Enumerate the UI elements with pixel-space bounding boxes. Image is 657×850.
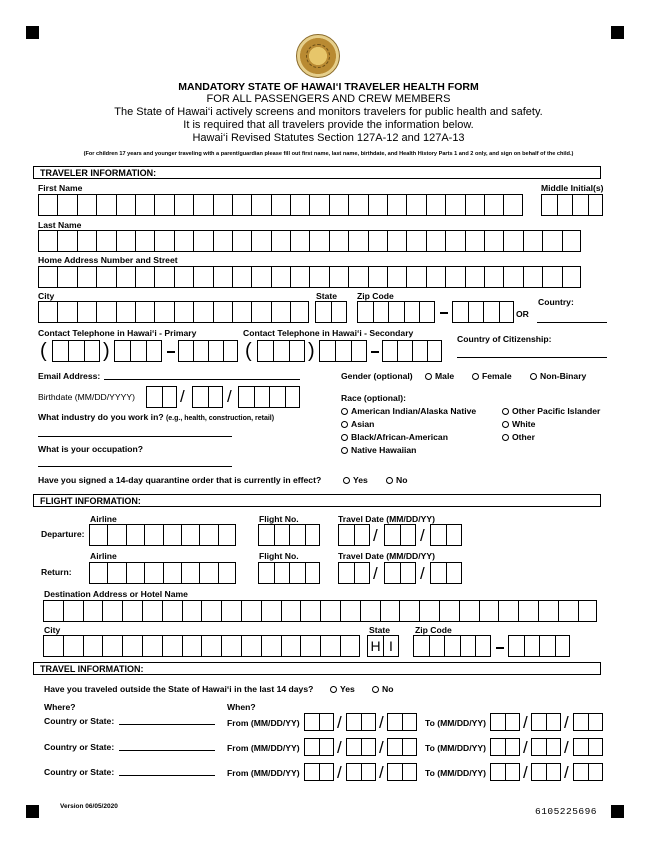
travel-row-2-from-slash-1: / (337, 738, 342, 757)
industry-hint: (e.g., health, construction, retail) (165, 415, 275, 422)
phone-primary-prefix[interactable] (114, 340, 162, 362)
race-option-label: Asian (351, 419, 375, 429)
country-field[interactable] (537, 322, 607, 323)
travel-row-1-to-slash-2: / (564, 713, 569, 732)
return-date-slash-2: / (420, 564, 425, 583)
when-label: When? (227, 702, 256, 712)
birthdate-slash-1: / (180, 387, 185, 406)
phone-primary-open-paren: ( (40, 340, 47, 362)
state-seal-icon (296, 34, 340, 78)
middle-initial-label: Middle Initial(s) (541, 183, 604, 193)
radio-icon (341, 421, 348, 428)
travel-row-3-from-day[interactable] (346, 763, 376, 781)
middle-initial-field[interactable] (541, 194, 603, 216)
last-name-field[interactable] (38, 230, 581, 252)
birthdate-day[interactable] (192, 386, 223, 408)
destination-field[interactable] (43, 600, 597, 622)
form-number: 6105225696 (535, 806, 598, 817)
first-name-field[interactable] (38, 194, 523, 216)
destination-zip-dash (496, 647, 504, 649)
home-address-field[interactable] (38, 266, 581, 288)
header-line-3: Hawai‘i Revised Statutes Section 127A-12 and 127A-13 (192, 132, 465, 144)
travel-row-1-from-slash-2: / (379, 713, 384, 732)
race-option-label: American Indian/Alaska Native (351, 406, 477, 416)
travel-row-3-from-month[interactable] (304, 763, 334, 781)
destination-label: Destination Address or Hotel Name (44, 589, 188, 599)
where-label: Where? (44, 702, 76, 712)
outside-travel-yes[interactable] (330, 684, 355, 694)
radio-icon (502, 408, 509, 415)
form-title: MANDATORY STATE OF HAWAI‘I TRAVELER HEALTH FORM (178, 81, 479, 93)
radio-icon (472, 373, 479, 380)
race-label: Race (optional): (341, 393, 406, 403)
email-label: Email Address: (38, 371, 101, 381)
industry-field[interactable] (38, 436, 232, 437)
travel-row-2-to-label: To (MM/DD/YY) (425, 743, 486, 753)
radio-icon (341, 447, 348, 454)
departure-date-slash-2: / (420, 526, 425, 545)
travel-row-1-country-label: Country or State: (44, 716, 115, 726)
travel-row-3-to-month[interactable] (490, 763, 520, 781)
header-line-2: It is required that all travelers provide the information below. (183, 119, 474, 131)
phone-secondary-label: Contact Telephone in Hawai‘i - Secondary (243, 328, 414, 338)
departure-flight-no-label: Flight No. (259, 514, 299, 524)
version-label: Version 06/05/2020 (60, 803, 118, 810)
state-field[interactable] (315, 301, 347, 323)
travel-row-2-to-year[interactable] (573, 738, 603, 756)
return-flight-no-field[interactable] (258, 562, 320, 584)
gender-option-label: Non-Binary (540, 371, 587, 381)
registration-mark-bottom-left (26, 805, 39, 818)
destination-zip-field[interactable] (413, 635, 491, 657)
race-option-asian[interactable] (341, 419, 374, 429)
return-label: Return: (41, 567, 72, 577)
travel-row-1-to-slash-1: / (523, 713, 528, 732)
phone-secondary-area-code[interactable] (257, 340, 305, 362)
radio-icon (341, 434, 348, 441)
radio-label: Yes (340, 684, 355, 694)
phone-primary-line[interactable] (178, 340, 238, 362)
zip-field[interactable] (357, 301, 435, 323)
travel-row-1-to-month[interactable] (490, 713, 520, 731)
travel-row-1-from-day[interactable] (346, 713, 376, 731)
travel-row-3-country-field[interactable] (119, 775, 215, 776)
gender-option-male[interactable] (425, 371, 454, 381)
race-option-label: Other Pacific Islander (512, 406, 601, 416)
travel-row-3-to-slash-2: / (564, 763, 569, 782)
outside-travel-question: Have you traveled outside the State of Hawai‘i in the last 14 days? (44, 684, 314, 694)
travel-row-2-from-day[interactable] (346, 738, 376, 756)
travel-row-1-to-year[interactable] (573, 713, 603, 731)
last-name-label: Last Name (38, 220, 82, 230)
travel-row-2-country-field[interactable] (119, 750, 215, 751)
race-option-other[interactable] (502, 432, 535, 442)
state-label: State (316, 291, 338, 301)
departure-date-day[interactable] (384, 524, 416, 546)
race-option-native-hawaiian[interactable] (341, 445, 416, 455)
occupation-label: What is your occupation? (38, 444, 144, 454)
return-date-slash-1: / (373, 564, 378, 583)
form-subtitle: FOR ALL PASSENGERS AND CREW MEMBERS (206, 93, 451, 105)
registration-mark-top-left (26, 26, 39, 39)
travel-row-2-from-month[interactable] (304, 738, 334, 756)
destination-state-field (367, 635, 399, 657)
first-name-label: First Name (38, 183, 83, 193)
race-option-american-indian[interactable] (341, 406, 476, 416)
departure-date-slash-1: / (373, 526, 378, 545)
citizenship-label: Country of Citizenship: (457, 334, 552, 344)
phone-primary-close-paren: ) (103, 340, 110, 362)
city-field[interactable] (38, 301, 309, 323)
travel-row-2-to-slash-1: / (523, 738, 528, 757)
email-field[interactable] (104, 379, 300, 380)
travel-row-2-to-month[interactable] (490, 738, 520, 756)
destination-city-label: City (44, 625, 61, 635)
header-note: (For children 17 years and younger traveling with a parent/guardian please fill out first name, last name, birthdate, and Health History Parts 1 and 2 only, and sign on behalf of the child.) (83, 151, 574, 157)
section-travel-information: TRAVEL INFORMATION: (33, 662, 601, 675)
phone-secondary-close-paren: ) (308, 340, 315, 362)
header-line-1: The State of Hawai‘i actively screens and monitors travelers for public health and safety. (114, 106, 543, 118)
travel-row-3-from-slash-2: / (379, 763, 384, 782)
radio-icon (425, 373, 432, 380)
departure-date-month[interactable] (338, 524, 370, 546)
quarantine-yes[interactable] (343, 475, 368, 485)
race-option-other-pacific-islander[interactable] (502, 406, 600, 416)
section-flight-information: FLIGHT INFORMATION: (33, 494, 601, 507)
destination-city-field[interactable] (43, 635, 360, 657)
radio-label: Yes (353, 475, 368, 485)
return-date-day[interactable] (384, 562, 416, 584)
race-option-label: Other (512, 432, 535, 442)
radio-icon (386, 477, 393, 484)
travel-row-2-country-label: Country or State: (44, 742, 115, 752)
destination-zip-label: Zip Code (415, 625, 452, 635)
zip-dash (440, 312, 448, 314)
section-traveler-information: TRAVELER INFORMATION: (33, 166, 601, 179)
citizenship-field[interactable] (457, 357, 607, 358)
destination-state-label: State (369, 625, 391, 635)
birthdate-slash-2: / (227, 387, 232, 406)
quarantine-question: Have you signed a 14-day quarantine order that is currently in effect? (38, 475, 322, 485)
registration-mark-bottom-right (611, 805, 624, 818)
industry-question: What industry do you work in? (38, 412, 164, 422)
radio-label: No (396, 475, 408, 485)
radio-icon (530, 373, 537, 380)
gender-option-label: Male (435, 371, 455, 381)
radio-icon (502, 434, 509, 441)
radio-icon (502, 421, 509, 428)
return-airline-field[interactable] (89, 562, 236, 584)
travel-row-3-from-label: From (MM/DD/YY) (227, 768, 300, 778)
radio-icon (330, 686, 337, 693)
return-date-year[interactable] (430, 562, 462, 584)
radio-icon (341, 408, 348, 415)
race-option-white[interactable] (502, 419, 535, 429)
race-option-black[interactable] (341, 432, 448, 442)
radio-label: No (382, 684, 394, 694)
departure-label: Departure: (41, 529, 85, 539)
travel-row-3-to-year[interactable] (573, 763, 603, 781)
phone-secondary-open-paren: ( (245, 340, 252, 362)
home-address-label: Home Address Number and Street (38, 255, 178, 265)
travel-row-1-country-field[interactable] (119, 724, 215, 725)
travel-row-3-to-label: To (MM/DD/YY) (425, 768, 486, 778)
phone-primary-dash (167, 351, 175, 353)
travel-row-3-from-year[interactable] (387, 763, 417, 781)
departure-airline-label: Airline (90, 514, 117, 524)
zip-extension-field[interactable] (452, 301, 514, 323)
phone-secondary-dash (371, 351, 379, 353)
state-prefill-i: I (383, 635, 399, 657)
gender-option-label: Female (482, 371, 512, 381)
travel-row-3-to-day[interactable] (531, 763, 561, 781)
travel-row-3-country-label: Country or State: (44, 767, 115, 777)
departure-date-year[interactable] (430, 524, 462, 546)
destination-zip-extension-field[interactable] (508, 635, 570, 657)
quarantine-no[interactable] (386, 475, 407, 485)
country-label: Country: (538, 297, 574, 307)
travel-row-2-to-day[interactable] (531, 738, 561, 756)
race-option-label: Black/African-American (351, 432, 448, 442)
radio-icon (372, 686, 379, 693)
travel-row-2-to-slash-2: / (564, 738, 569, 757)
travel-row-1-from-label: From (MM/DD/YY) (227, 718, 300, 728)
birthdate-month[interactable] (146, 386, 177, 408)
zip-label: Zip Code (357, 291, 394, 301)
travel-row-1-from-year[interactable] (387, 713, 417, 731)
departure-airline-field[interactable] (89, 524, 236, 546)
birthdate-year[interactable] (238, 386, 300, 408)
departure-travel-date-label: Travel Date (MM/DD/YY) (338, 514, 435, 524)
return-flight-no-label: Flight No. (259, 551, 299, 561)
or-label: OR (516, 309, 529, 319)
gender-label: Gender (optional) (341, 371, 413, 381)
gender-option-female[interactable] (472, 371, 512, 381)
phone-secondary-prefix[interactable] (319, 340, 367, 362)
phone-secondary-line[interactable] (382, 340, 442, 362)
phone-primary-label: Contact Telephone in Hawai‘i - Primary (38, 328, 197, 338)
travel-row-1-from-month[interactable] (304, 713, 334, 731)
return-airline-label: Airline (90, 551, 117, 561)
travel-row-3-to-slash-1: / (523, 763, 528, 782)
travel-row-2-from-label: From (MM/DD/YY) (227, 743, 300, 753)
return-travel-date-label: Travel Date (MM/DD/YY) (338, 551, 435, 561)
travel-row-3-from-slash-1: / (337, 763, 342, 782)
travel-row-2-from-slash-2: / (379, 738, 384, 757)
state-prefill-h: H (367, 635, 383, 657)
travel-row-1-from-slash-1: / (337, 713, 342, 732)
gender-option-non-binary[interactable] (530, 371, 586, 381)
departure-flight-no-field[interactable] (258, 524, 320, 546)
travel-row-2-from-year[interactable] (387, 738, 417, 756)
birthdate-label: Birthdate (MM/DD/YYYY) (38, 392, 135, 402)
race-option-label: Native Hawaiian (351, 445, 417, 455)
travel-row-1-to-day[interactable] (531, 713, 561, 731)
industry-label (38, 412, 274, 422)
radio-icon (343, 477, 350, 484)
registration-mark-top-right (611, 26, 624, 39)
race-option-label: White (512, 419, 536, 429)
phone-primary-area-code[interactable] (52, 340, 100, 362)
city-label: City (38, 291, 55, 301)
return-date-month[interactable] (338, 562, 370, 584)
travel-row-1-to-label: To (MM/DD/YY) (425, 718, 486, 728)
outside-travel-no[interactable] (372, 684, 393, 694)
occupation-field[interactable] (38, 466, 232, 467)
